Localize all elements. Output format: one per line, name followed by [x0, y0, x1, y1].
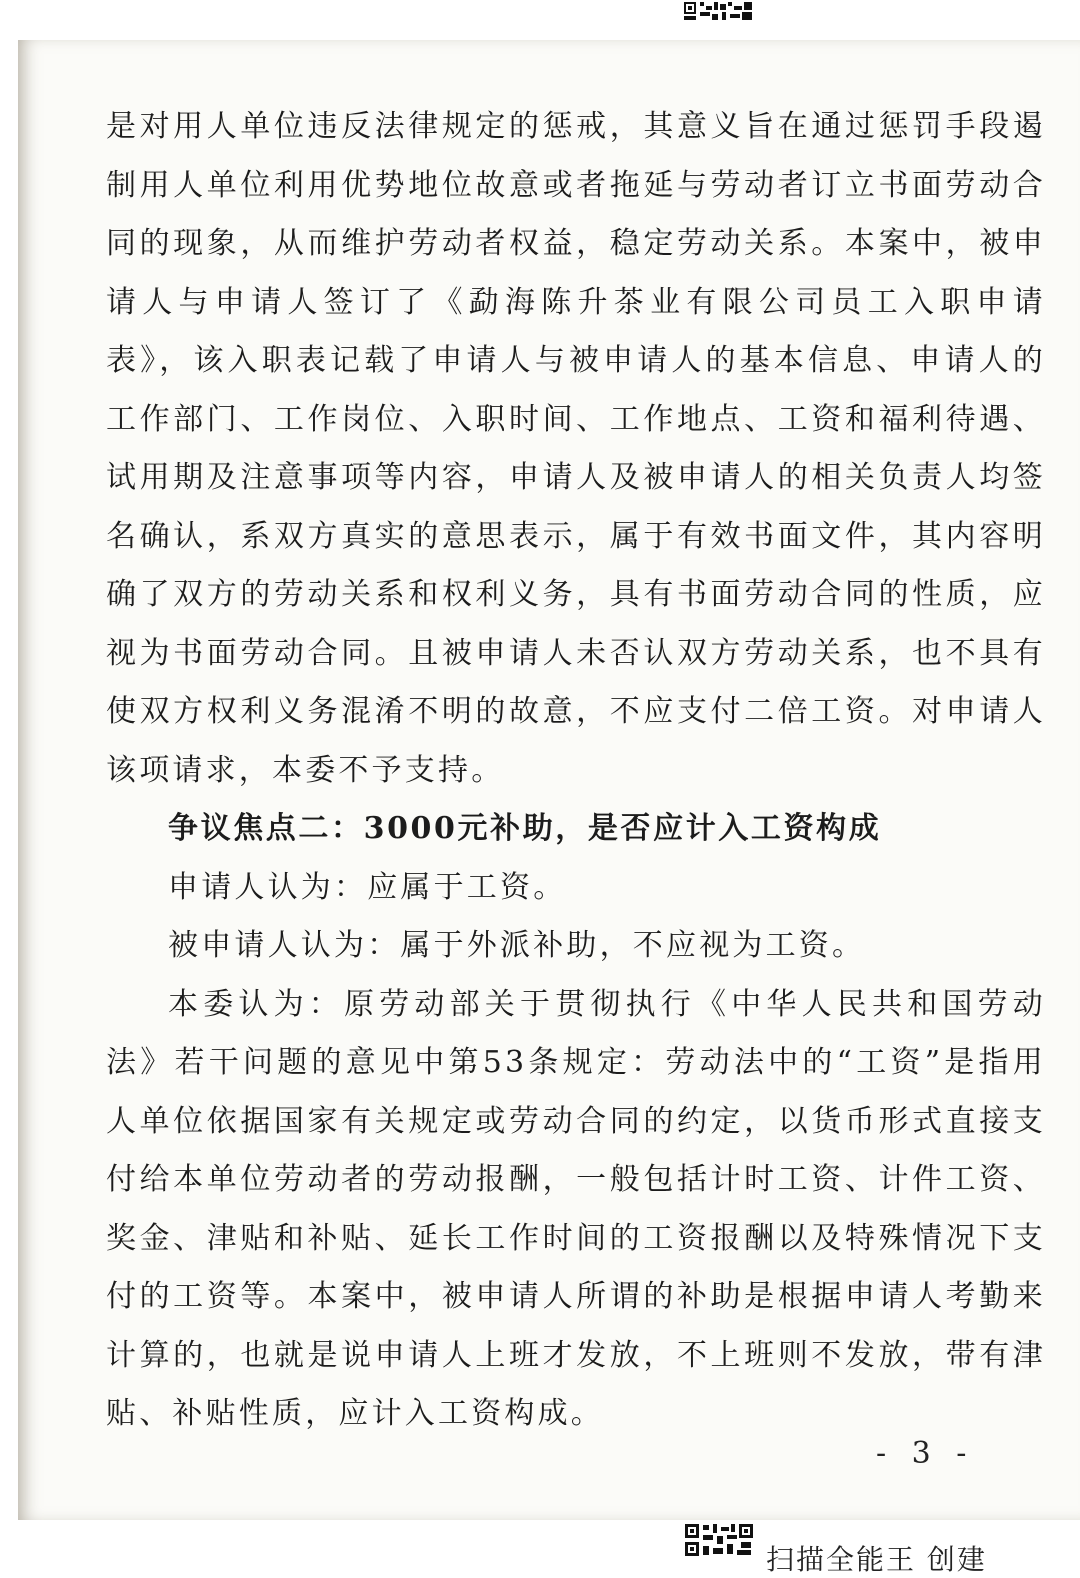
footer-caption: 扫描全能王 创建	[766, 1543, 987, 1576]
paragraph-continuation: 是对用人单位违反法律规定的惩戒，其意义旨在通过惩罚手段遏制用人单位利用优势地位故意或者拖延与劳动者订立书面劳动合同的现象，从而维护劳动者权益，稳定劳动关系。本案中，被申请人与申请人签订了《勐海陈升茶业有限公司员工入职申请表》，该入职表记载了申请人与被申请人的基本信息、申请人的工作部门、工作岗位、入职时间、工作地点、工资和福利待遇、试用期及注意事项等内容，申请人及被申请人的相关负责人均签名确认，系双方真实的意思表示，属于有效书面文件，其内容明确了双方的劳动关系和权利义务，具有书面劳动合同的性质，应视为书面劳动合同。且被申请人未否认双方劳动关系，也不具有使双方权利义务混淆不明的故意，不应支付二倍工资。对申请人该项请求，本委不予支持。	[106, 109, 1046, 788]
scanned-page	[18, 40, 1080, 1520]
qr-code-icon	[682, 0, 754, 22]
qr-code-icon	[683, 1522, 755, 1557]
paragraph-respondent-view: 被申请人认为：属于外派补助，不应视为工资。	[168, 928, 866, 963]
section-heading: 争议焦点二：3000元补助，是否应计入工资构成	[168, 811, 882, 846]
paragraph-committee-view: 本委认为：原劳动部关于贯彻执行《中华人民共和国劳动法》若干问题的意见中第53条规定：劳动法中的“工资”是指用人单位依据国家有关规定或劳动合同的约定，以货币形式直接支付给本单位劳动者的劳动报酬，一般包括计时工资、计件工资、奖金、津贴和补贴、延长工作时间的工资报酬以及特殊情况下支付的工资等。本案中，被申请人所谓的补助是根据申请人考勤来计算的，也就是说申请人上班才发放，不上班则不发放，带有津贴、补贴性质，应计入工资构成。	[106, 986, 1046, 1431]
document-body	[106, 98, 1046, 1444]
paragraph-applicant-view: 申请人认为：应属于工资。	[168, 869, 567, 905]
page-number: - 3 -	[876, 1436, 975, 1471]
top-bar	[0, 0, 1080, 34]
